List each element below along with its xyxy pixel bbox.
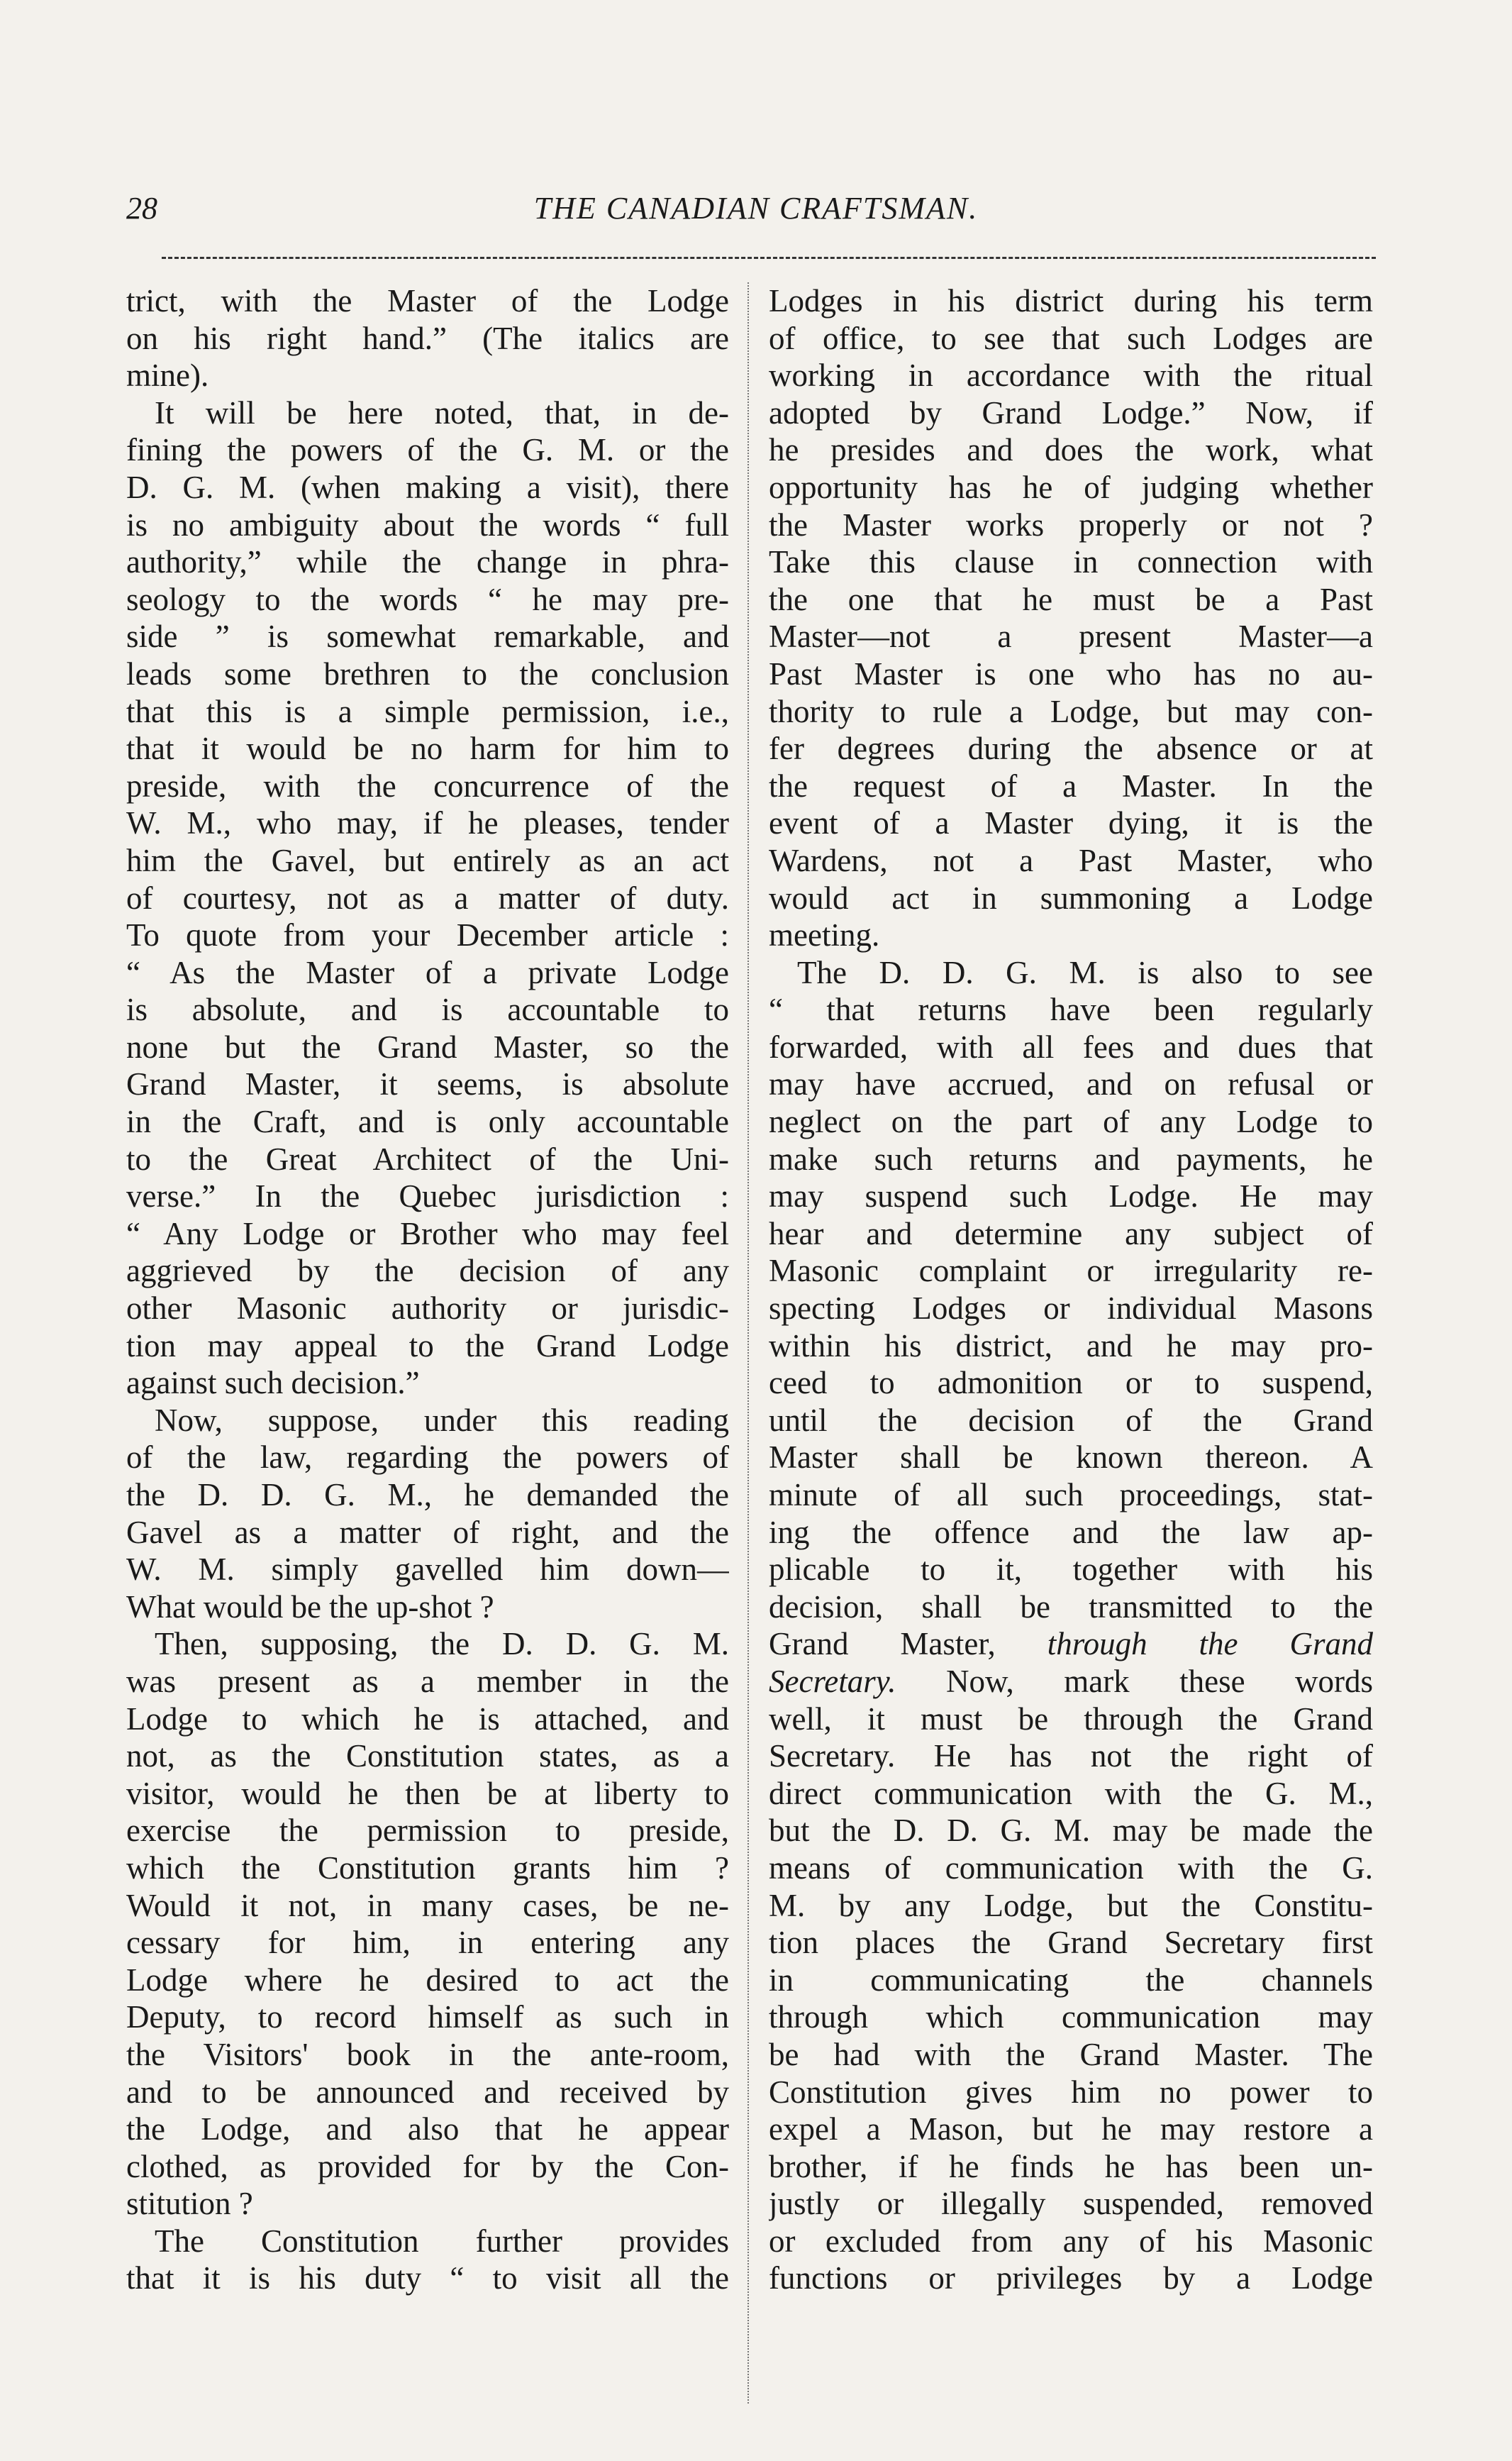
text-line: tion may appeal to the Grand Lodge: [126, 1327, 729, 1364]
text-line: in the Craft, and is only accountable: [126, 1104, 729, 1140]
text-line: Master—not a present Master—a: [769, 619, 1373, 655]
text-line: The Constitution further provides: [155, 2223, 729, 2259]
text-line: or excluded from any of his Masonic: [769, 2223, 1373, 2259]
text-line: Would it not, in many cases, be ne-: [126, 1887, 729, 1923]
text-line: Now, suppose, under this reading: [155, 1402, 729, 1438]
text-line: Take this clause in connection with: [769, 544, 1373, 580]
text-line: direct communication with the G. M.,: [769, 1775, 1373, 1811]
text-line: seology to the words “ he may pre-: [126, 581, 729, 617]
text-line: make such returns and payments, he: [769, 1141, 1373, 1177]
text-line: side ” is somewhat remarkable, and: [126, 619, 729, 655]
text-line: of office, to see that such Lodges are: [769, 320, 1373, 356]
text-line: Past Master is one who has no au-: [769, 656, 1373, 692]
text-line: thority to rule a Lodge, but may con-: [769, 693, 1373, 729]
text-line: Then, supposing, the D. D. G. M.: [155, 1626, 729, 1662]
text-line: Grand Master, it seems, is absolute: [126, 1066, 729, 1102]
text-line: decision, shall be transmitted to the: [769, 1588, 1373, 1625]
text-line: the Visitors' book in the ante-room,: [126, 2036, 729, 2072]
text-line: was present as a member in the: [126, 1663, 729, 1699]
text-line: To quote from your December article :: [126, 917, 729, 953]
text-line: on his right hand.” (The italics are: [126, 320, 729, 356]
text-line: Lodge to which he is attached, and: [126, 1700, 729, 1737]
right-column: [769, 282, 1373, 2297]
text-line: may suspend such Lodge. He may: [769, 1178, 1373, 1215]
text-line: W. M. simply gavelled him down—: [126, 1552, 729, 1588]
text-line: the D. D. G. M., he demanded the: [126, 1477, 729, 1512]
text-line: expel a Mason, but he may restore a: [769, 2111, 1373, 2147]
text-line: functions or privileges by a Lodge: [769, 2260, 1373, 2296]
text-line: against such decision.”: [126, 1365, 420, 1401]
text-line: of the law, regarding the powers of: [126, 1439, 729, 1476]
text-line: be had with the Grand Master. The: [769, 2036, 1373, 2072]
text-line: “ that returns have been regularly: [769, 992, 1373, 1028]
text-line: “ Any Lodge or Brother who may feel: [126, 1215, 729, 1251]
text-line: adopted by Grand Lodge.” Now, if: [769, 394, 1373, 431]
text-line: aggrieved by the decision of any: [126, 1253, 729, 1289]
text-line: fining the powers of the G. M. or the: [126, 432, 729, 468]
text-line: tion places the Grand Secretary first: [769, 1925, 1373, 1961]
text-line: M. by any Lodge, but the Constitu-: [769, 1887, 1373, 1923]
text-line: It will be here noted, that, in de-: [155, 394, 729, 431]
text-line: which the Constitution grants him ?: [126, 1849, 729, 1886]
text-line: minute of all such proceedings, stat-: [769, 1477, 1373, 1512]
text-line: leads some brethren to the conclusion: [126, 656, 729, 692]
text-line: Grand Master, through the Grand: [769, 1626, 1373, 1662]
text-line: Lodges in his district during his term: [769, 283, 1373, 319]
text-line: Masonic complaint or irregularity re-: [769, 1253, 1373, 1289]
text-line: exercise the permission to preside,: [126, 1813, 729, 1849]
page-header: [126, 190, 1386, 247]
text-line: hear and determine any subject of: [769, 1215, 1373, 1251]
text-line: “ As the Master of a private Lodge: [126, 954, 729, 990]
text-line: brother, if he finds he has been un-: [769, 2148, 1373, 2184]
text-line: The D. D. G. M. is also to see: [797, 954, 1373, 990]
text-line: and to be announced and received by: [126, 2074, 729, 2110]
text-line: neglect on the part of any Lodge to: [769, 1104, 1373, 1140]
text-line: cessary for him, in entering any: [126, 1925, 729, 1961]
text-line: forwarded, with all fees and dues that: [769, 1029, 1373, 1065]
text-line: him the Gavel, but entirely as an act: [126, 842, 729, 878]
text-line: may have accrued, and on refusal or: [769, 1066, 1373, 1102]
text-line: meeting.: [769, 917, 880, 953]
text-line: event of a Master dying, it is the: [769, 805, 1373, 841]
text-line: ing the offence and the law ap-: [769, 1514, 1373, 1550]
text-line: other Masonic authority or jurisdic-: [126, 1290, 729, 1327]
text-line: Wardens, not a Past Master, who: [769, 842, 1373, 878]
text-line: that it is his duty “ to visit all the: [126, 2260, 729, 2296]
text-line: D. G. M. (when making a visit), there: [126, 469, 729, 505]
text-line: he presides and does the work, what: [769, 432, 1373, 468]
text-line: none but the Grand Master, so the: [126, 1029, 729, 1065]
text-line: means of communication with the G.: [769, 1849, 1373, 1886]
text-line: opportunity has he of judging whether: [769, 469, 1373, 505]
text-line: fer degrees during the absence or at: [769, 731, 1373, 767]
text-line: visitor, would he then be at liberty to: [126, 1775, 729, 1811]
text-line: specting Lodges or individual Masons: [769, 1290, 1373, 1327]
text-line: through which communication may: [769, 1999, 1373, 2035]
page-number: 28: [126, 191, 157, 226]
text-line: that it would be no harm for him to: [126, 731, 729, 767]
text-line: that this is a simple permission, i.e.,: [126, 693, 729, 729]
text-line: mine).: [126, 358, 209, 394]
text-line: but the D. D. G. M. may be made the: [769, 1813, 1373, 1849]
text-line: the Master works properly or not ?: [769, 507, 1373, 543]
text-line: in communicating the channels: [769, 1962, 1373, 1998]
left-column: [126, 282, 729, 2297]
text-line: working in accordance with the ritual: [769, 358, 1373, 394]
text-line: W. M., who may, if he pleases, tender: [126, 805, 729, 841]
text-line: ceed to admonition or to suspend,: [769, 1365, 1373, 1401]
text-line: verse.” In the Quebec jurisdiction :: [126, 1178, 729, 1215]
text-line: the request of a Master. In the: [769, 768, 1373, 804]
text-line: not, as the Constitution states, as a: [126, 1738, 729, 1774]
text-line: Constitution gives him no power to: [769, 2074, 1373, 2110]
text-line: the one that he must be a Past: [769, 581, 1373, 617]
text-line: preside, with the concurrence of the: [126, 768, 729, 804]
text-line: authority,” while the change in phra-: [126, 544, 729, 580]
running-title: THE CANADIAN CRAFTSMAN.: [533, 191, 979, 226]
text-line: is absolute, and is accountable to: [126, 992, 729, 1028]
text-line: justly or illegally suspended, removed: [769, 2186, 1373, 2222]
header-rule: [162, 257, 1376, 259]
text-line: Master shall be known thereon. A: [769, 1439, 1373, 1476]
text-line: What would be the up-shot ?: [126, 1588, 494, 1625]
text-line: of courtesy, not as a matter of duty.: [126, 880, 729, 916]
text-line: to the Great Architect of the Uni-: [126, 1141, 729, 1177]
text-line: within his district, and he may pro-: [769, 1327, 1373, 1364]
text-line: until the decision of the Grand: [769, 1402, 1373, 1438]
text-line: Secretary. Now, mark these words: [769, 1663, 1373, 1699]
column-divider: [747, 282, 749, 2404]
text-line: clothed, as provided for by the Con-: [126, 2148, 729, 2184]
text-line: Deputy, to record himself as such in: [126, 1999, 729, 2035]
text-line: the Lodge, and also that he appear: [126, 2111, 729, 2147]
text-line: Secretary. He has not the right of: [769, 1738, 1373, 1774]
text-line: plicable to it, together with his: [769, 1552, 1373, 1588]
text-line: stitution ?: [126, 2186, 253, 2222]
text-line: trict, with the Master of the Lodge: [126, 283, 729, 319]
text-line: is no ambiguity about the words “ full: [126, 507, 729, 543]
text-line: Lodge where he desired to act the: [126, 1962, 729, 1998]
text-line: would act in summoning a Lodge: [769, 880, 1373, 916]
text-line: Gavel as a matter of right, and the: [126, 1514, 729, 1550]
text-line: well, it must be through the Grand: [769, 1700, 1373, 1737]
